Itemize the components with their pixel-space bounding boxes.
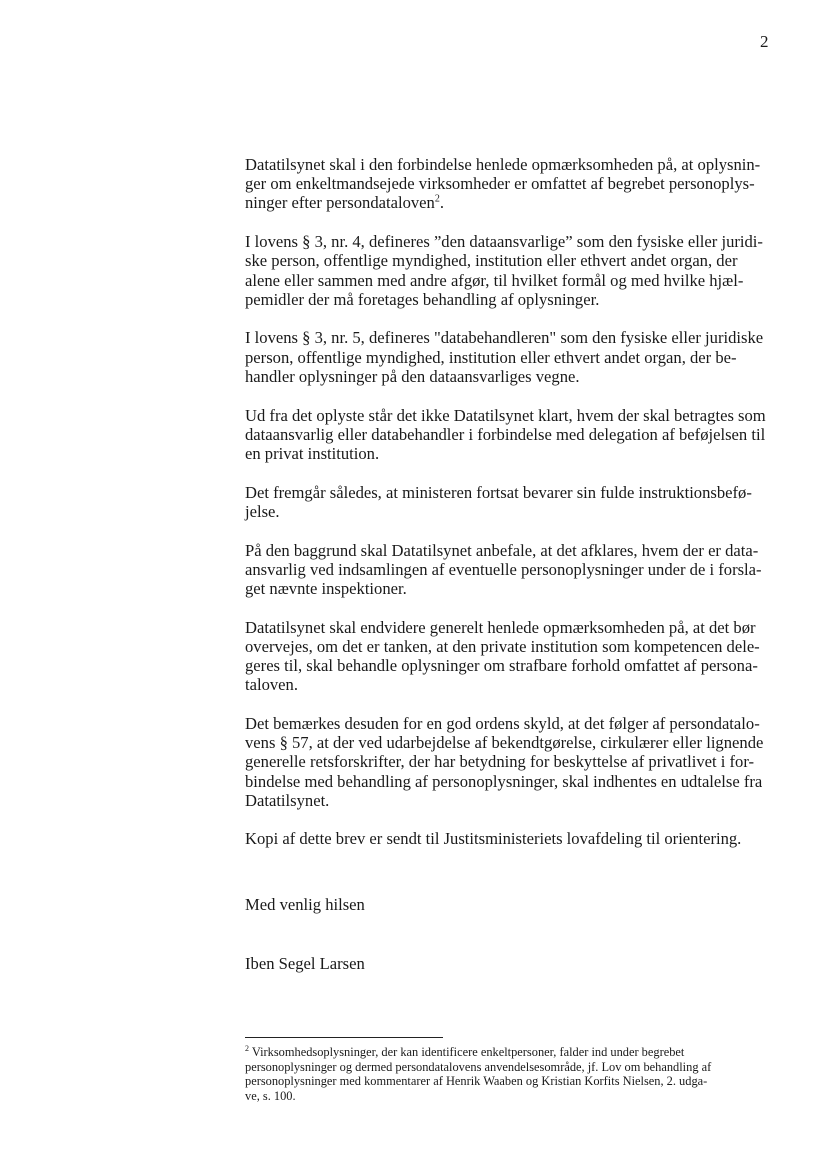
paragraph-line bbox=[245, 541, 780, 560]
paragraph-line bbox=[245, 155, 780, 174]
paragraph-line bbox=[245, 791, 780, 810]
line-text: pemidler der må foretages behandling af oplysninger. bbox=[245, 289, 600, 309]
paragraph-line bbox=[245, 406, 780, 425]
paragraph bbox=[245, 829, 780, 848]
line-text: I lovens § 3, nr. 5, defineres "databehandleren" som den fysiske eller juridiske bbox=[245, 328, 764, 348]
paragraph-line bbox=[245, 174, 780, 193]
paragraph-line bbox=[245, 425, 780, 444]
line-text: Kopi af dette brev er sendt til Justitsministeriets lovafdeling til orientering. bbox=[245, 829, 742, 849]
line-text: handler oplysninger på den dataansvarliges vegne. bbox=[245, 366, 580, 386]
paragraph bbox=[245, 541, 780, 599]
line-text: ninger efter persondataloven bbox=[245, 193, 435, 213]
footnote-line: personoplysninger med kommentarer af Henrik Waaben og Kristian Korfits Nielsen, 2. udga- bbox=[245, 1074, 708, 1089]
line-text: . bbox=[439, 193, 444, 213]
paragraph-line bbox=[245, 444, 780, 463]
footnote bbox=[245, 1045, 780, 1103]
signature-name: Iben Segel Larsen bbox=[245, 954, 365, 973]
line-text: geres til, skal behandle oplysninger om strafbare forhold omfattet af persona- bbox=[245, 656, 758, 676]
paragraph-line bbox=[245, 290, 780, 309]
line-text: ger om enkeltmandsejede virksomheder er omfattet af begrebet personoplys- bbox=[245, 174, 755, 194]
paragraph-line bbox=[245, 714, 780, 733]
line-text: I lovens § 3, nr. 4, defineres ”den dataansvarlige” som den fysiske eller juridi- bbox=[245, 232, 763, 252]
paragraph-line bbox=[245, 502, 780, 521]
line-text: get nævnte inspektioner. bbox=[245, 578, 407, 598]
paragraph-line bbox=[245, 752, 780, 771]
letter-body bbox=[245, 155, 780, 868]
line-text: Datatilsynet. bbox=[245, 790, 330, 810]
paragraph bbox=[245, 714, 780, 810]
line-text: vens § 57, at der ved udarbejdelse af bekendtgørelse, cirkulærer eller lignende bbox=[245, 733, 764, 753]
footnote-first-line bbox=[245, 1045, 780, 1060]
paragraph-line bbox=[245, 618, 780, 637]
paragraph-line bbox=[245, 367, 780, 386]
line-text: bindelse med behandling af personoplysninger, skal indhentes en udtalelse fra bbox=[245, 771, 763, 791]
line-text: Ud fra det oplyste står det ikke Datatilsynet klart, hvem der skal betragtes som bbox=[245, 405, 766, 425]
line-text: jelse. bbox=[245, 501, 280, 521]
paragraph-line bbox=[245, 271, 780, 290]
paragraph-line bbox=[245, 251, 780, 270]
paragraph-line bbox=[245, 348, 780, 367]
paragraph bbox=[245, 618, 780, 695]
paragraph bbox=[245, 483, 780, 521]
paragraph-line bbox=[245, 193, 780, 212]
line-text: ansvarlig ved indsamlingen af eventuelle personoplysninger under de i forsla- bbox=[245, 559, 762, 579]
paragraph-line bbox=[245, 675, 780, 694]
line-text: taloven. bbox=[245, 675, 298, 695]
line-text: overvejes, om det er tanken, at den private institution som kompetencen dele- bbox=[245, 636, 760, 656]
paragraph-line bbox=[245, 829, 780, 848]
paragraph-line bbox=[245, 328, 780, 347]
footnote-number: 2 bbox=[245, 1043, 249, 1053]
line-text: Datatilsynet skal i den forbindelse henlede opmærksomheden på, at oplysnin- bbox=[245, 155, 761, 174]
paragraph-line bbox=[245, 772, 780, 791]
footnote-reference: 2 bbox=[434, 193, 440, 205]
footnote-line: ve, s. 100. bbox=[245, 1088, 296, 1103]
closing-greeting: Med venlig hilsen bbox=[245, 895, 365, 914]
footnote-line: personoplysninger og dermed persondatalovens anvendelsesområde, jf. Lov om behandling af bbox=[245, 1059, 712, 1074]
line-text: person, offentlige myndighed, institution eller ethvert andet organ, der be- bbox=[245, 347, 737, 367]
paragraph-line bbox=[245, 637, 780, 656]
page-number: 2 bbox=[760, 32, 769, 51]
paragraph-line bbox=[245, 232, 780, 251]
line-text: alene eller sammen med andre afgør, til hvilket formål og med hvilke hjæl- bbox=[245, 270, 744, 290]
line-text: Datatilsynet skal endvidere generelt henlede opmærksomheden på, at det bør bbox=[245, 617, 756, 637]
line-text: ske person, offentlige myndighed, institution eller ethvert andet organ, der bbox=[245, 251, 738, 271]
line-text: Det fremgår således, at ministeren fortsat bevarer sin fulde instruktionsbefø- bbox=[245, 482, 752, 502]
paragraph-line bbox=[245, 579, 780, 598]
paragraph bbox=[245, 232, 780, 309]
paragraph bbox=[245, 328, 780, 386]
footnote-divider bbox=[245, 1037, 443, 1038]
line-text: en privat institution. bbox=[245, 443, 380, 463]
line-text: dataansvarlig eller databehandler i forbindelse med delegation af beføjelsen til bbox=[245, 424, 766, 444]
line-text: Det bemærkes desuden for en god ordens skyld, at det følger af persondatalo- bbox=[245, 713, 760, 733]
paragraph-line bbox=[245, 560, 780, 579]
line-text: På den baggrund skal Datatilsynet anbefale, at det afklares, hvem der er data- bbox=[245, 540, 759, 560]
paragraph bbox=[245, 155, 780, 213]
paragraph-line bbox=[245, 656, 780, 675]
paragraph-line bbox=[245, 483, 780, 502]
paragraph bbox=[245, 406, 780, 464]
footnote-line: Virksomhedsoplysninger, der kan identificere enkeltpersoner, falder ind under begrebet bbox=[249, 1045, 685, 1059]
line-text: generelle retsforskrifter, der har betydning for beskyttelse af privatlivet i for- bbox=[245, 752, 755, 772]
paragraph-line bbox=[245, 733, 780, 752]
